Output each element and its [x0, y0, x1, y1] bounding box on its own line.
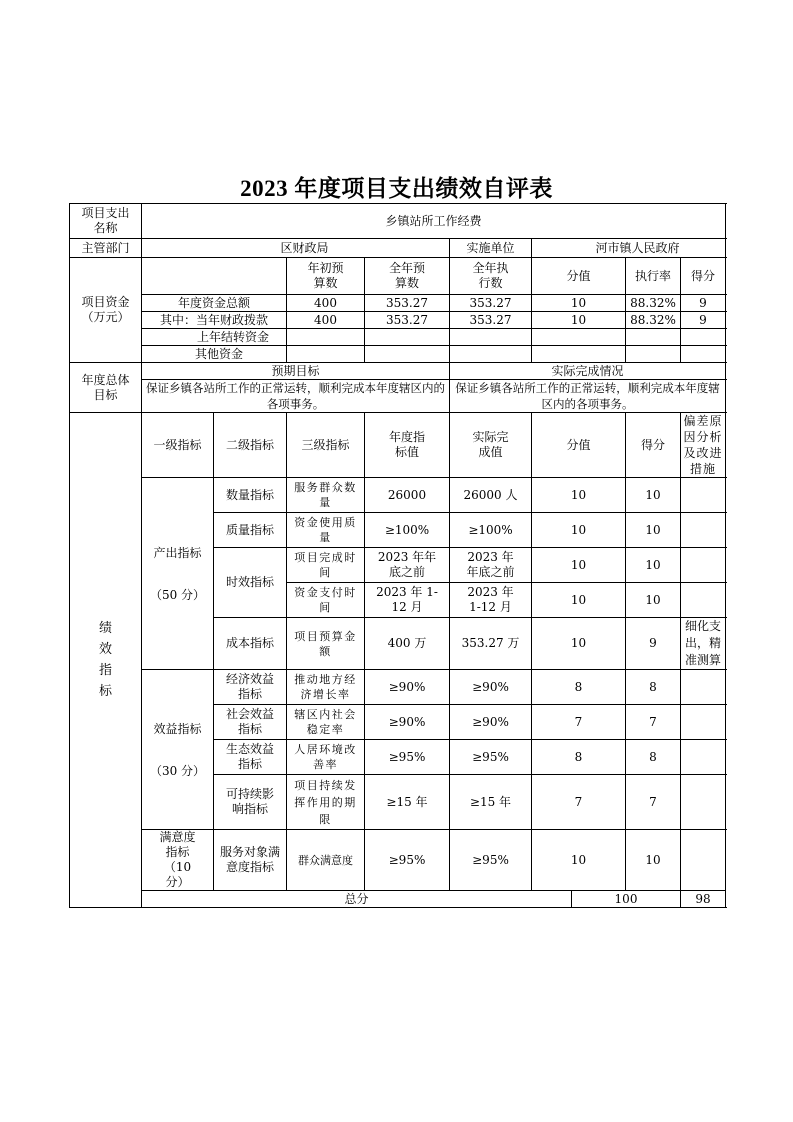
- ind-actual: 353.27 万: [450, 618, 532, 670]
- page-title: 2023 年度项目支出绩效自评表: [240, 176, 553, 201]
- ind-score: 10: [532, 618, 626, 670]
- funds-cell: 400: [287, 312, 365, 329]
- ind-l2: 生态效益指标: [214, 740, 287, 775]
- ind-score: 8: [532, 670, 626, 705]
- goals-expected-text: 保证乡镇各站所工作的正常运转，顺利完成本年度辖区内的各项事务。: [142, 380, 450, 413]
- indicators-label-text: 绩效指标: [98, 621, 112, 699]
- indicators-header-row: [70, 413, 726, 478]
- ind-group-name: 产出指标: [153, 545, 202, 560]
- ind-l2: 质量指标: [214, 513, 287, 548]
- goals-header-row: [70, 363, 726, 380]
- ind-l3: 项目预算金额: [287, 618, 365, 670]
- ind-header-l2: 二级指标: [214, 413, 287, 478]
- funds-row-name: 其他资金: [142, 346, 287, 363]
- funds-cell: [626, 329, 681, 346]
- ind-got: 10: [626, 583, 681, 618]
- ind-got: 7: [626, 775, 681, 830]
- ind-actual: ≥90%: [450, 670, 532, 705]
- total-score: 100: [572, 891, 681, 908]
- funds-cell: [450, 329, 532, 346]
- goals-actual-header: 实际完成情况: [450, 363, 726, 380]
- ind-target: ≥90%: [365, 670, 450, 705]
- ind-target: 26000: [365, 478, 450, 513]
- ind-header-score: 分值: [532, 413, 626, 478]
- ind-actual: ≥95%: [450, 740, 532, 775]
- ind-score: 8: [532, 740, 626, 775]
- ind-group-satisfaction: [142, 830, 214, 891]
- dept-label: 主管部门: [70, 239, 142, 258]
- funds-row-name: 其中：当年财政拨款: [142, 312, 287, 329]
- funds-cell: 10: [532, 312, 626, 329]
- funds-cell: [365, 329, 450, 346]
- ind-l3: 资金支付时间: [287, 583, 365, 618]
- ind-l3: 推动地方经济增长率: [287, 670, 365, 705]
- ind-note: 细化支出，精准测算: [681, 618, 726, 670]
- dept-value: 区财政局: [142, 239, 450, 258]
- ind-group-name: 效益指标: [153, 721, 202, 736]
- total-got: 98: [681, 891, 726, 908]
- ind-note: [681, 478, 726, 513]
- ind-note: [681, 513, 726, 548]
- ind-l3: 服务群众数量: [287, 478, 365, 513]
- ind-l2: 时效指标: [214, 548, 287, 618]
- ind-score: 7: [532, 775, 626, 830]
- funds-cell: 353.27: [365, 312, 450, 329]
- ind-score: 10: [532, 513, 626, 548]
- ind-got: 7: [626, 705, 681, 740]
- ind-l2: 社会效益指标: [214, 705, 287, 740]
- ind-actual: ≥100%: [450, 513, 532, 548]
- self-evaluation-table: [69, 203, 726, 908]
- indicator-row: [70, 478, 726, 513]
- ind-group-name: 满意度指标: [159, 830, 196, 859]
- ind-note: [681, 740, 726, 775]
- ind-l3: 资金使用质量: [287, 513, 365, 548]
- ind-l3: 群众满意度: [287, 830, 365, 891]
- funds-header-executed: 全年执行数: [450, 258, 532, 295]
- funds-cell: [532, 329, 626, 346]
- ind-score: 10: [532, 830, 626, 891]
- goals-expected-header: 预期目标: [142, 363, 450, 380]
- ind-actual: ≥90%: [450, 705, 532, 740]
- indicator-row: [70, 670, 726, 705]
- ind-note: [681, 670, 726, 705]
- funds-cell: [681, 329, 726, 346]
- ind-group-benefit: [142, 670, 214, 830]
- ind-l2: 成本指标: [214, 618, 287, 670]
- ind-l3: 辖区内社会稳定率: [287, 705, 365, 740]
- ind-got: 10: [626, 478, 681, 513]
- funds-header-rate: 执行率: [626, 258, 681, 295]
- ind-header-actual: 实际完成值: [450, 413, 532, 478]
- project-name-value: 乡镇站所工作经费: [142, 204, 726, 239]
- total-row: [70, 891, 726, 908]
- funds-row: [70, 329, 726, 346]
- funds-row: [70, 346, 726, 363]
- ind-target: ≥100%: [365, 513, 450, 548]
- ind-note: [681, 705, 726, 740]
- ind-group-weight: （10 分）: [163, 860, 192, 889]
- ind-l2: 数量指标: [214, 478, 287, 513]
- funds-cell: [681, 346, 726, 363]
- funds-row-name: 年度资金总额: [142, 295, 287, 312]
- funds-row: [70, 312, 726, 329]
- ind-header-note: 偏差原因分析及改进措施: [681, 413, 726, 478]
- funds-blank-header: [142, 258, 287, 295]
- ind-l2: 可持续影响指标: [214, 775, 287, 830]
- ind-got: 10: [626, 548, 681, 583]
- funds-row: [70, 295, 726, 312]
- total-label: 总分: [142, 891, 572, 908]
- project-name-row: [70, 204, 726, 239]
- goals-label: 年度总体目标: [70, 363, 142, 413]
- funds-cell: [532, 346, 626, 363]
- funds-cell: [287, 329, 365, 346]
- indicators-label: [70, 413, 142, 908]
- funds-cell: 353.27: [450, 295, 532, 312]
- funds-header-row: [70, 258, 726, 295]
- ind-l3: 项目持续发挥作用的期限: [287, 775, 365, 830]
- funds-cell: 9: [681, 312, 726, 329]
- ind-got: 8: [626, 670, 681, 705]
- ind-target: ≥90%: [365, 705, 450, 740]
- ind-got: 10: [626, 513, 681, 548]
- funds-header-initial: 年初预算数: [287, 258, 365, 295]
- funds-cell: 10: [532, 295, 626, 312]
- ind-group-weight: （30 分）: [149, 763, 206, 778]
- ind-target: 2023 年 1-12 月: [365, 583, 450, 618]
- funds-label: 项目资金（万元）: [70, 258, 142, 363]
- impl-unit-label: 实施单位: [450, 239, 532, 258]
- funds-row-name: 上年结转资金: [142, 329, 287, 346]
- goals-content-row: [70, 380, 726, 413]
- funds-cell: [450, 346, 532, 363]
- goals-actual-text: 保证乡镇各站所工作的正常运转，顺利完成本年度辖区内的各项事务。: [450, 380, 726, 413]
- ind-header-got: 得分: [626, 413, 681, 478]
- funds-cell: [626, 346, 681, 363]
- ind-l2: 服务对象满意度指标: [214, 830, 287, 891]
- ind-header-l1: 一级指标: [142, 413, 214, 478]
- funds-cell: 88.32%: [626, 295, 681, 312]
- ind-actual: 2023 年 1-12 月: [450, 583, 532, 618]
- impl-unit-value: 河市镇人民政府: [532, 239, 726, 258]
- funds-header-annual: 全年预算数: [365, 258, 450, 295]
- ind-target: ≥95%: [365, 830, 450, 891]
- ind-got: 9: [626, 618, 681, 670]
- funds-cell: 88.32%: [626, 312, 681, 329]
- indicator-row: [70, 830, 726, 891]
- funds-cell: 9: [681, 295, 726, 312]
- ind-target: 400 万: [365, 618, 450, 670]
- ind-l2: 经济效益指标: [214, 670, 287, 705]
- ind-group-output: [142, 478, 214, 670]
- ind-got: 10: [626, 830, 681, 891]
- ind-score: 10: [532, 478, 626, 513]
- funds-header-score: 分值: [532, 258, 626, 295]
- funds-cell: 353.27: [365, 295, 450, 312]
- ind-note: [681, 830, 726, 891]
- dept-row: [70, 239, 726, 258]
- funds-cell: 353.27: [450, 312, 532, 329]
- ind-header-target: 年度指标值: [365, 413, 450, 478]
- project-name-label: 项目支出名称: [70, 204, 142, 239]
- ind-note: [681, 548, 726, 583]
- ind-header-l3: 三级指标: [287, 413, 365, 478]
- ind-note: [681, 775, 726, 830]
- ind-actual: 2023 年年底之前: [450, 548, 532, 583]
- ind-score: 10: [532, 548, 626, 583]
- ind-score: 7: [532, 705, 626, 740]
- ind-note: [681, 583, 726, 618]
- ind-target: ≥95%: [365, 740, 450, 775]
- funds-header-got: 得分: [681, 258, 726, 295]
- funds-cell: [365, 346, 450, 363]
- ind-l3: 人居环境改善率: [287, 740, 365, 775]
- ind-actual: ≥15 年: [450, 775, 532, 830]
- ind-target: ≥15 年: [365, 775, 450, 830]
- ind-l3: 项目完成时间: [287, 548, 365, 583]
- funds-cell: 400: [287, 295, 365, 312]
- ind-actual: ≥95%: [450, 830, 532, 891]
- ind-target: 2023 年年底之前: [365, 548, 450, 583]
- ind-group-weight: （50 分）: [149, 587, 206, 602]
- ind-got: 8: [626, 740, 681, 775]
- ind-actual: 26000 人: [450, 478, 532, 513]
- funds-cell: [287, 346, 365, 363]
- ind-score: 10: [532, 583, 626, 618]
